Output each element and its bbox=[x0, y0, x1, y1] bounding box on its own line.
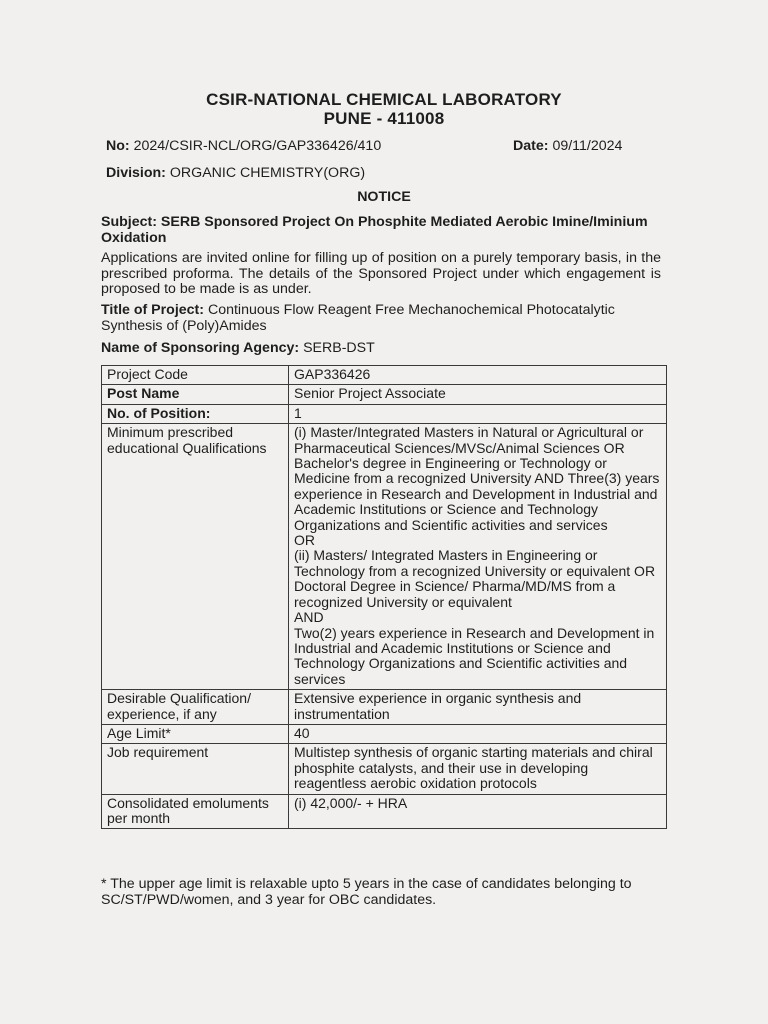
project-code-label: Project Code bbox=[102, 366, 289, 385]
sponsoring-agency bbox=[101, 340, 375, 356]
division bbox=[106, 165, 365, 181]
date-label: Date: bbox=[513, 138, 549, 154]
reference-number bbox=[106, 138, 381, 154]
min-qualification-value bbox=[289, 424, 667, 690]
table-row bbox=[102, 690, 667, 725]
job-requirement-value: Multistep synthesis of organic starting materials and chiral phosphite catalysts, and their use in developing reagentless aerobic oxidation protocols bbox=[289, 744, 667, 794]
organization-city: PUNE - 411008 bbox=[323, 109, 445, 128]
division-value: ORGANIC CHEMISTRY(ORG) bbox=[169, 165, 366, 181]
qualification-experience: Two(2) years experience in Research and Development in Industrial and Academic Institutions or Science and Technology Organizations and Scientific activities and services bbox=[294, 624, 655, 687]
table-row bbox=[102, 424, 667, 690]
project-title-value: Continuous Flow Reagent Free Mechanochemical Photocatalytic Synthesis of (Poly)Amides bbox=[101, 302, 615, 334]
positions-label: No. of Position: bbox=[102, 404, 289, 423]
table-row bbox=[102, 794, 667, 829]
project-title-label: Title of Project: bbox=[101, 302, 205, 318]
age-limit-label: Age Limit* bbox=[102, 724, 289, 743]
post-name-value: Senior Project Associate bbox=[289, 385, 667, 404]
organization-title: CSIR-NATIONAL CHEMICAL LABORATORY bbox=[206, 90, 562, 109]
reference-label: No: bbox=[106, 138, 130, 154]
table-row bbox=[102, 366, 667, 385]
project-code-value: GAP336426 bbox=[289, 366, 667, 385]
notice-date bbox=[513, 138, 622, 154]
table-row bbox=[102, 385, 667, 404]
table-row bbox=[102, 404, 667, 423]
subject-line: Subject: SERB Sponsored Project On Phosphite Mediated Aerobic Imine/Iminium Oxidation bbox=[101, 214, 648, 246]
post-name-label: Post Name bbox=[102, 385, 289, 404]
project-title bbox=[101, 303, 661, 334]
project-details-table bbox=[101, 365, 667, 829]
desirable-label: Desirable Qualification/ experience, if any bbox=[102, 690, 289, 725]
date-value: 09/11/2024 bbox=[552, 138, 623, 154]
table-row bbox=[102, 724, 667, 743]
notice-heading: NOTICE bbox=[357, 189, 411, 205]
qualification-and: AND bbox=[294, 609, 324, 626]
desirable-value: Extensive experience in organic synthesis and instrumentation bbox=[289, 690, 667, 725]
qualification-option-2: (ii) Masters/ Integrated Masters in Engineering or Technology from a recognized University or equivalent OR Doctoral Degree in Science/ Pharma/MD/MS from a recognized University or equivalent bbox=[294, 547, 656, 610]
reference-value: 2024/CSIR-NCL/ORG/GAP336426/410 bbox=[133, 138, 382, 154]
job-requirement-label: Job requirement bbox=[102, 744, 289, 794]
emoluments-value: (i) 42,000/- + HRA bbox=[289, 794, 667, 829]
intro-paragraph: Applications are invited online for filling up of position on a purely temporary basis, in the prescribed proforma. The details of the Sponsored Project under which engagement is proposed to be made is as under. bbox=[101, 250, 661, 297]
age-relaxation-footnote: * The upper age limit is relaxable upto 5 years in the case of candidates belonging to SC/ST/PWD/women, and 3 year for OBC candidates. bbox=[101, 876, 632, 908]
division-label: Division: bbox=[106, 165, 166, 181]
age-limit-value: 40 bbox=[289, 724, 667, 743]
qualification-option-1: (i) Master/Integrated Masters in Natural or Agricultural or Pharmaceutical Sciences/MVSc/Animal Sciences OR Bachelor's degree in Engineering or Technology or Medicine from a recognized University AND Three(3) years experience in Research and Development in Industrial and Academic Institutions or Science and Technology Organizations and Scientific activities and services bbox=[294, 424, 660, 533]
min-qualification-label: Minimum prescribed educational Qualifications bbox=[102, 424, 289, 690]
agency-value: SERB-DST bbox=[303, 340, 375, 356]
emoluments-label: Consolidated emoluments per month bbox=[102, 794, 289, 829]
agency-label: Name of Sponsoring Agency: bbox=[101, 340, 300, 356]
table-row bbox=[102, 744, 667, 794]
positions-value: 1 bbox=[289, 404, 667, 423]
qualification-or: OR bbox=[294, 532, 315, 549]
